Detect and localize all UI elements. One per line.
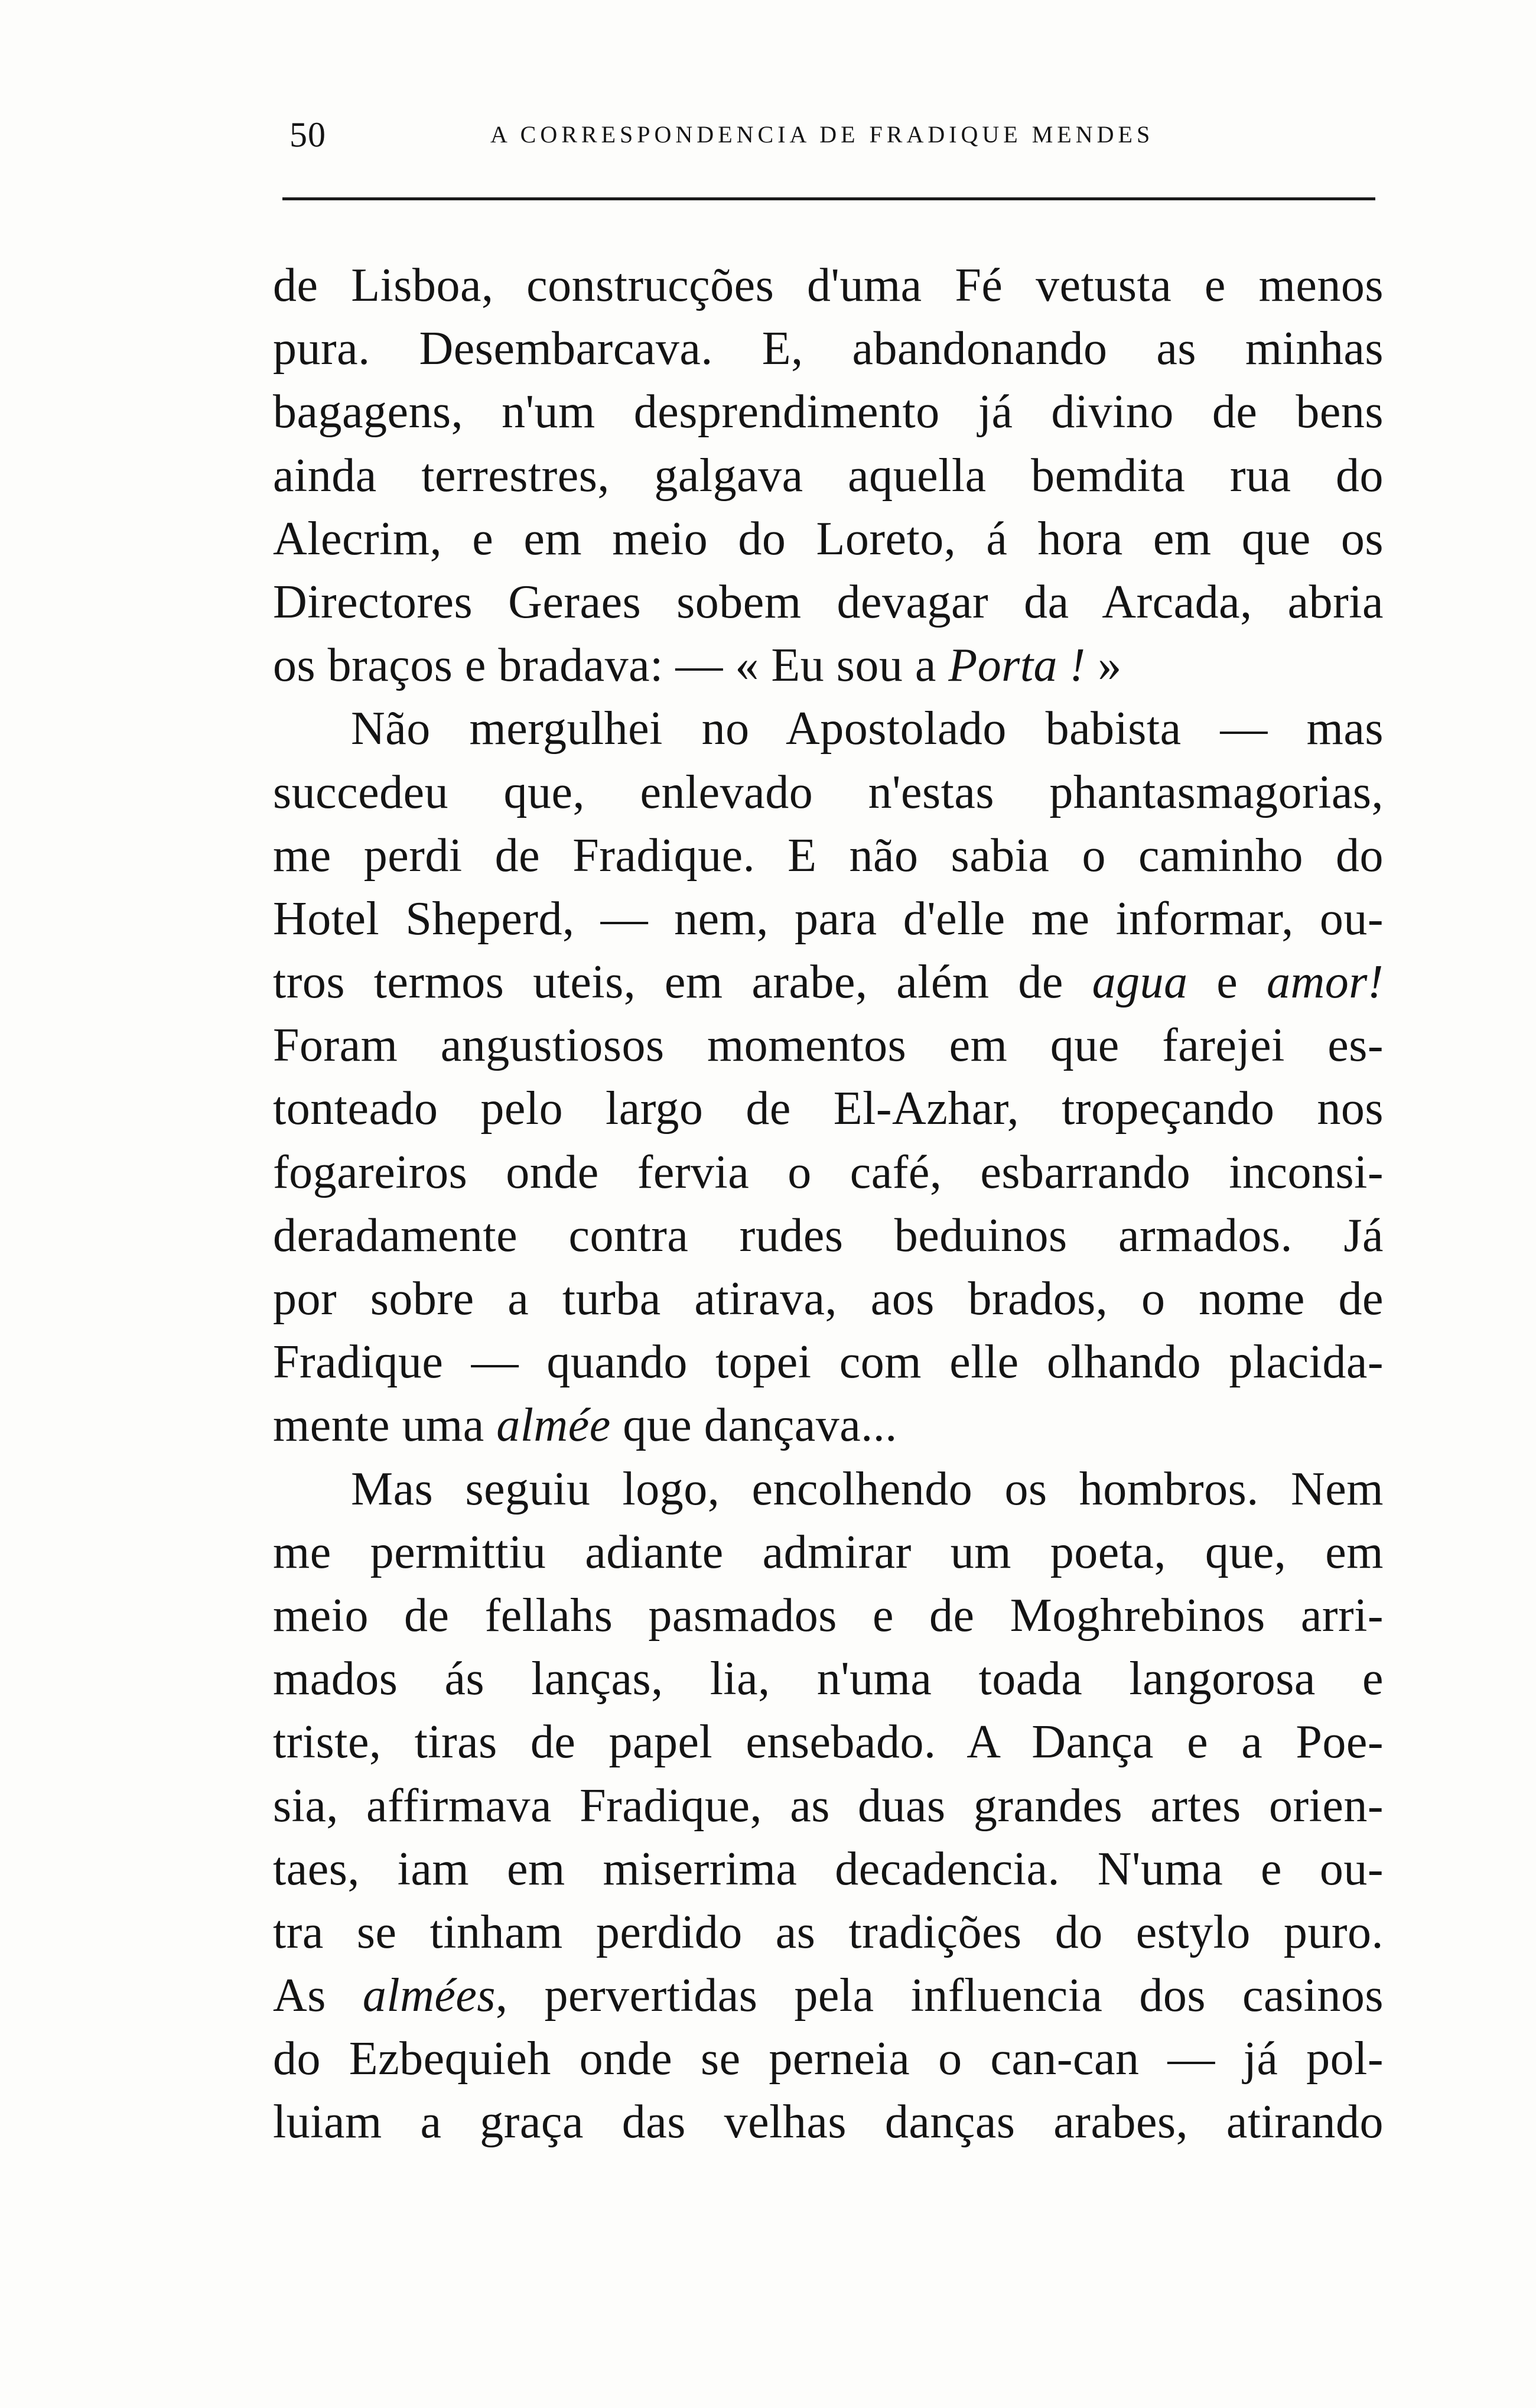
text-line: taes, iam em miserrima decadencia. N'uma e ou- — [273, 1842, 1384, 1895]
italic-word: agua — [1092, 956, 1188, 1009]
text-line: por sobre a turba atirava, aos brados, o nome de — [273, 1273, 1384, 1325]
text-line: Directores Geraes sobem devagar da Arcada, abria — [273, 576, 1384, 628]
text-line: luiam a graça das velhas danças arabes, atirando — [273, 2096, 1384, 2149]
body-text — [273, 254, 1384, 2154]
running-title: A CORRESPONDENCIA DE FRADIQUE MENDES — [490, 121, 1154, 148]
text-line: tros termos uteis, em arabe, além de agua e amor! — [273, 956, 1384, 1009]
page-header — [289, 111, 1376, 158]
text-line: me perdi de Fradique. E não sabia o caminho do — [273, 829, 1384, 882]
page-number: 50 — [289, 115, 326, 154]
italic-word: amor! — [1266, 956, 1384, 1009]
header-rule — [282, 197, 1375, 200]
text-line: do Ezbequieh onde se perneia o can-can — já pol- — [273, 2033, 1384, 2085]
text-line: sia, affirmava Fradique, as duas grandes artes orien- — [273, 1779, 1384, 1832]
paragraph-start-line: Não mergulhei no Apostolado babista — mas — [351, 703, 1384, 755]
text-line: Hotel Sheperd, — nem, para d'elle me informar, ou- — [273, 892, 1384, 945]
text-line: ainda terrestres, galgava aquella bemdita rua do — [273, 449, 1384, 502]
text-line: mados ás lanças, lia, n'uma toada langorosa e — [273, 1653, 1384, 1705]
text-line: meio de fellahs pasmados e de Moghrebinos arri- — [273, 1589, 1384, 1642]
text-line: tonteado pelo largo de El-Azhar, tropeçando nos — [273, 1083, 1384, 1135]
text-line: os braços e bradava: — « Eu sou a Porta ! » — [273, 639, 1122, 692]
text-line: me permittiu adiante admirar um poeta, que, em — [273, 1526, 1384, 1578]
text-line: Foram angustiosos momentos em que farejei es- — [273, 1019, 1384, 1072]
text-line: Fradique — quando topei com elle olhando placida- — [273, 1336, 1384, 1389]
text-line: fogareiros onde fervia o café, esbarrando inconsi- — [273, 1146, 1384, 1198]
italic-word: almées — [362, 1970, 496, 2022]
text-line: mente uma almée que dançava... — [273, 1399, 897, 1452]
text-line: de Lisboa, construcções d'uma Fé vetusta e menos — [273, 259, 1384, 311]
text-line: pura. Desembarcava. E, abandonando as minhas — [273, 323, 1384, 375]
italic-word: almée — [496, 1399, 611, 1452]
text-line: succedeu que, enlevado n'estas phantasmagorias, — [273, 766, 1384, 818]
paragraph-start-line: Mas seguiu logo, encolhendo os hombros. Nem — [351, 1463, 1384, 1515]
text-line: tra se tinham perdido as tradições do estylo puro. — [273, 1906, 1384, 1958]
text-line: deradamente contra rudes beduinos armados. Já — [273, 1209, 1384, 1262]
italic-word: Porta ! — [948, 639, 1086, 692]
text-line: As almées, pervertidas pela influencia dos casinos — [273, 1970, 1384, 2022]
text-line: triste, tiras de papel ensebado. A Dança e a Poe- — [273, 1716, 1384, 1769]
text-line: Alecrim, e em meio do Loreto, á hora em que os — [273, 512, 1384, 565]
text-line: bagagens, n'um desprendimento já divino de bens — [273, 386, 1384, 438]
